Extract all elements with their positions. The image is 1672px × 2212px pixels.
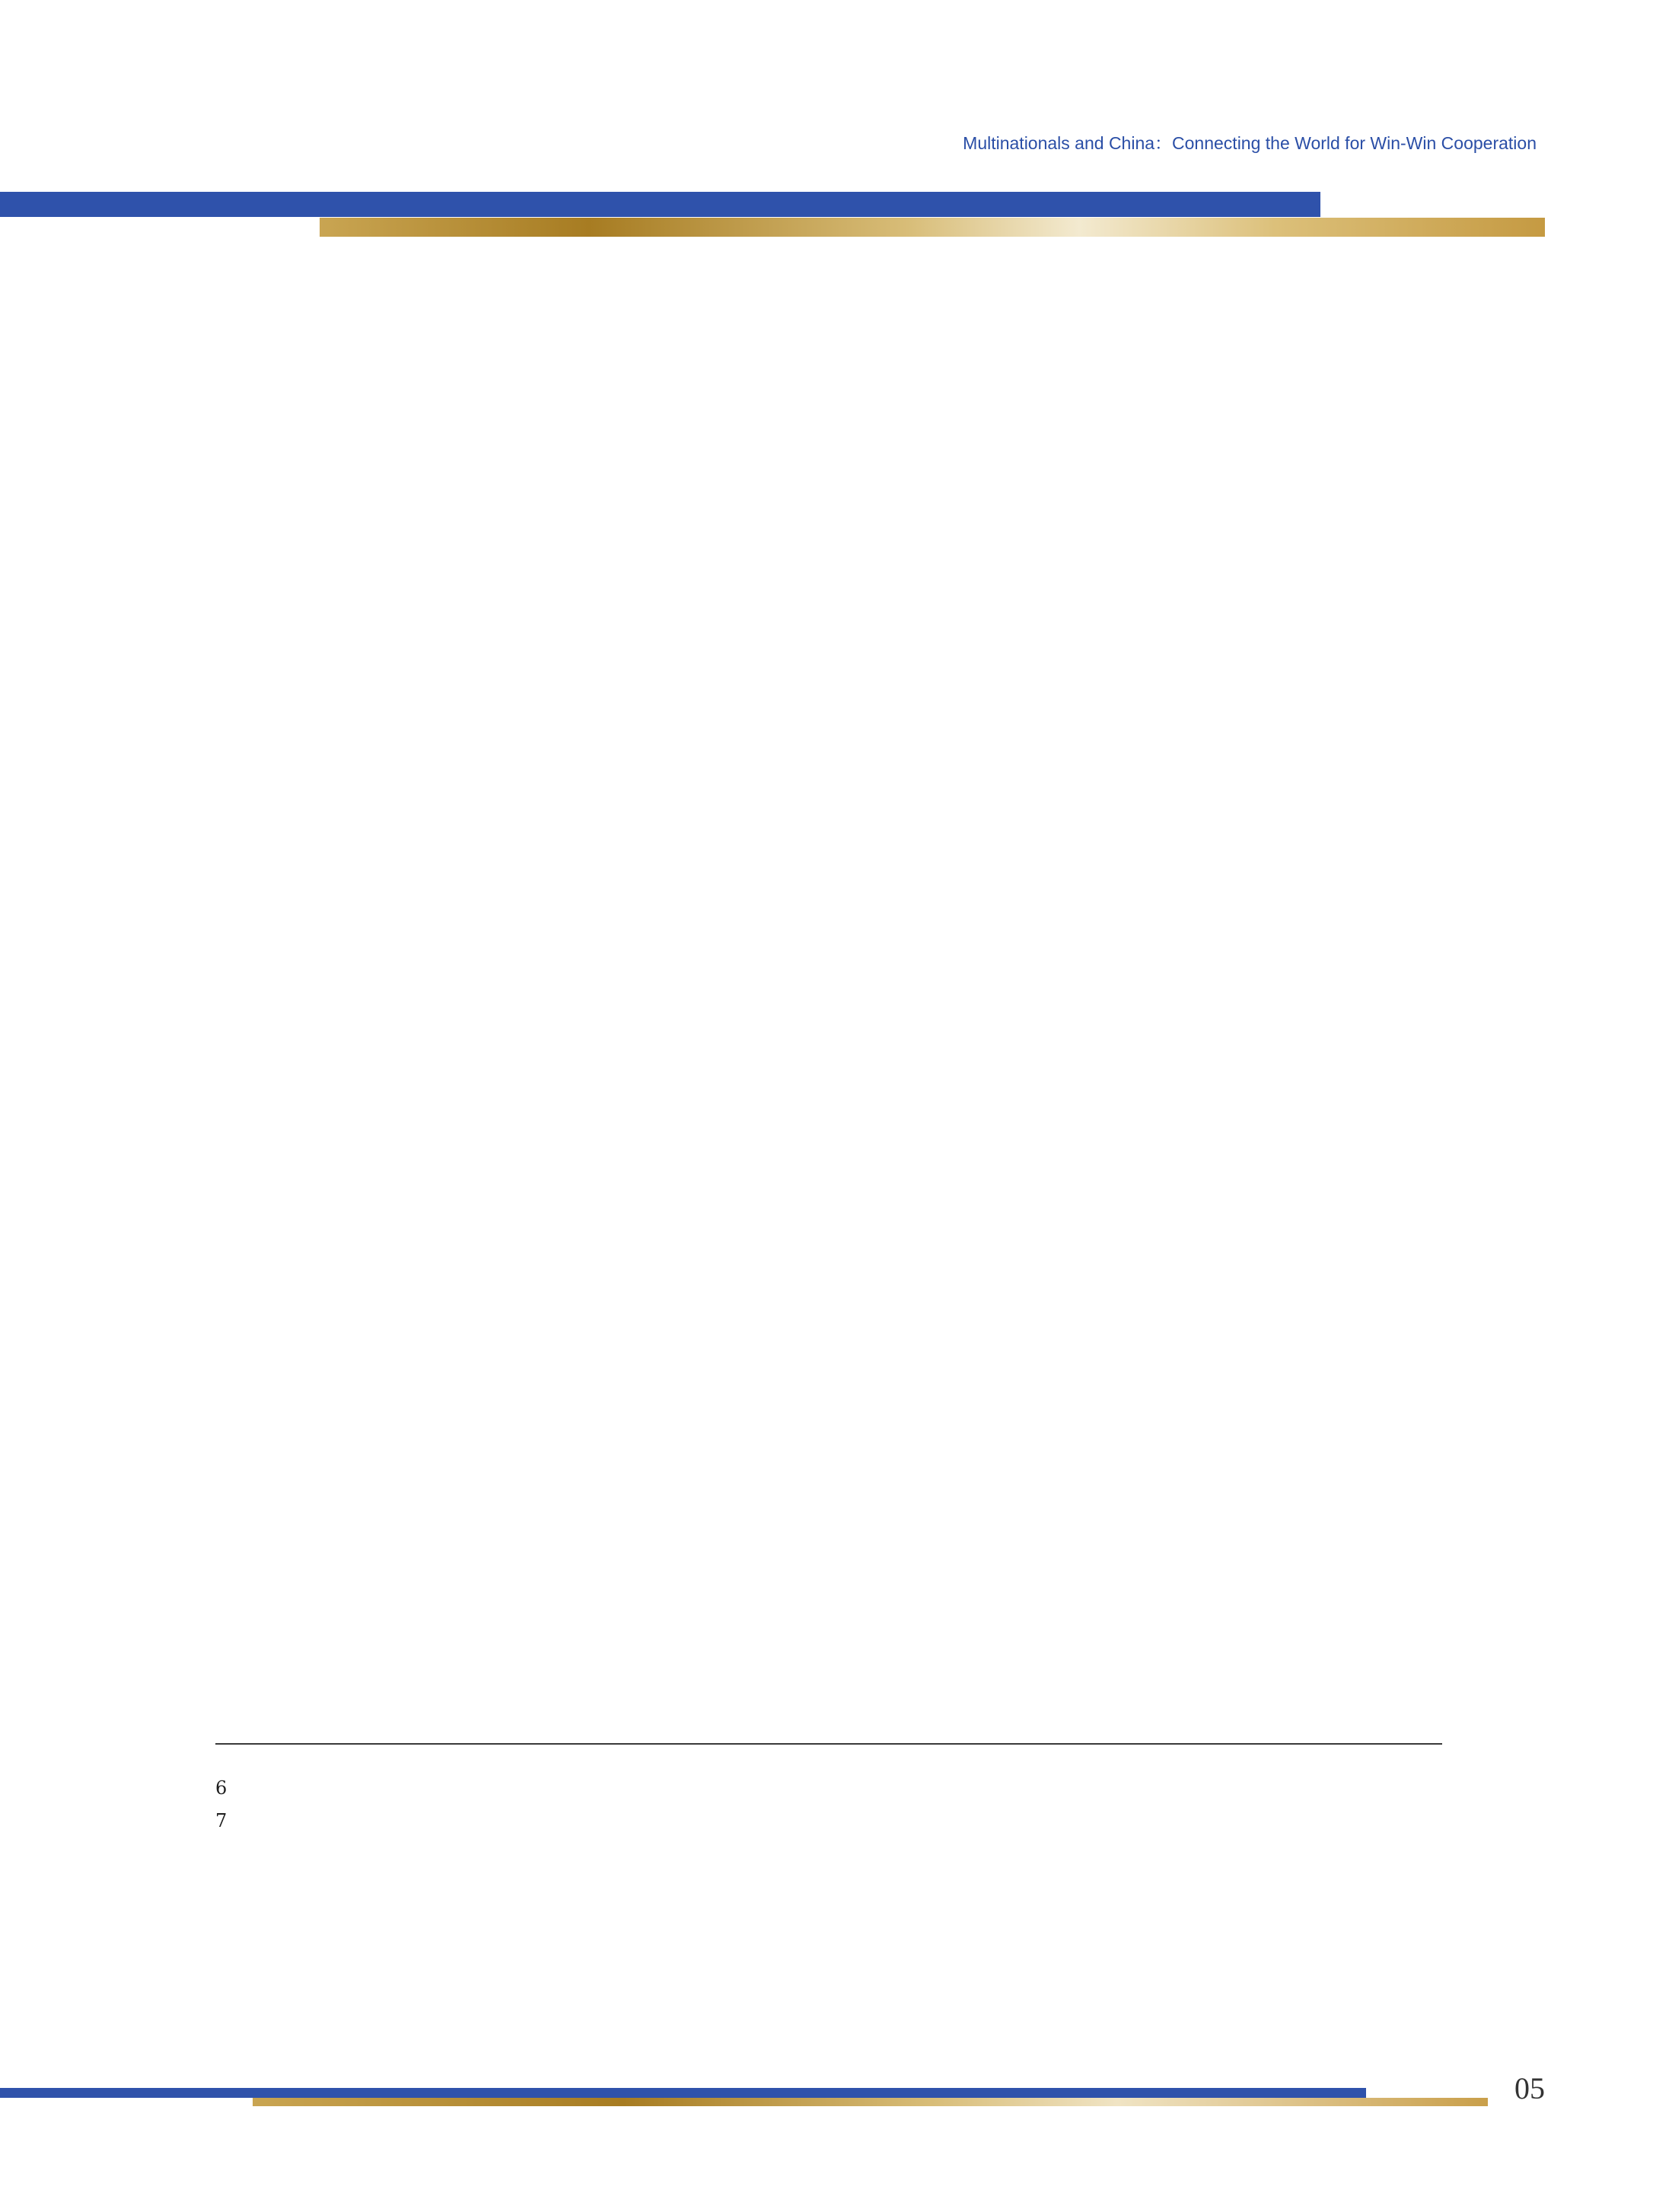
- page-number: 05: [1514, 2071, 1545, 2105]
- footnotes: [215, 1772, 1442, 1837]
- footnote-number: 7: [215, 1810, 228, 1831]
- footnote: [215, 1805, 1442, 1837]
- header-subtitle: Multinationals and China：Connecting the World for Win-Win Cooperation: [963, 133, 1537, 153]
- header-gold-band: [320, 218, 1545, 237]
- footer-blue-band: [0, 2088, 1366, 2098]
- footer-gold-band: [253, 2098, 1488, 2106]
- footnote: [215, 1772, 1442, 1805]
- footnote-divider: [215, 1743, 1442, 1745]
- header-blue-band: [0, 192, 1320, 217]
- footnote-number: 6: [215, 1777, 228, 1799]
